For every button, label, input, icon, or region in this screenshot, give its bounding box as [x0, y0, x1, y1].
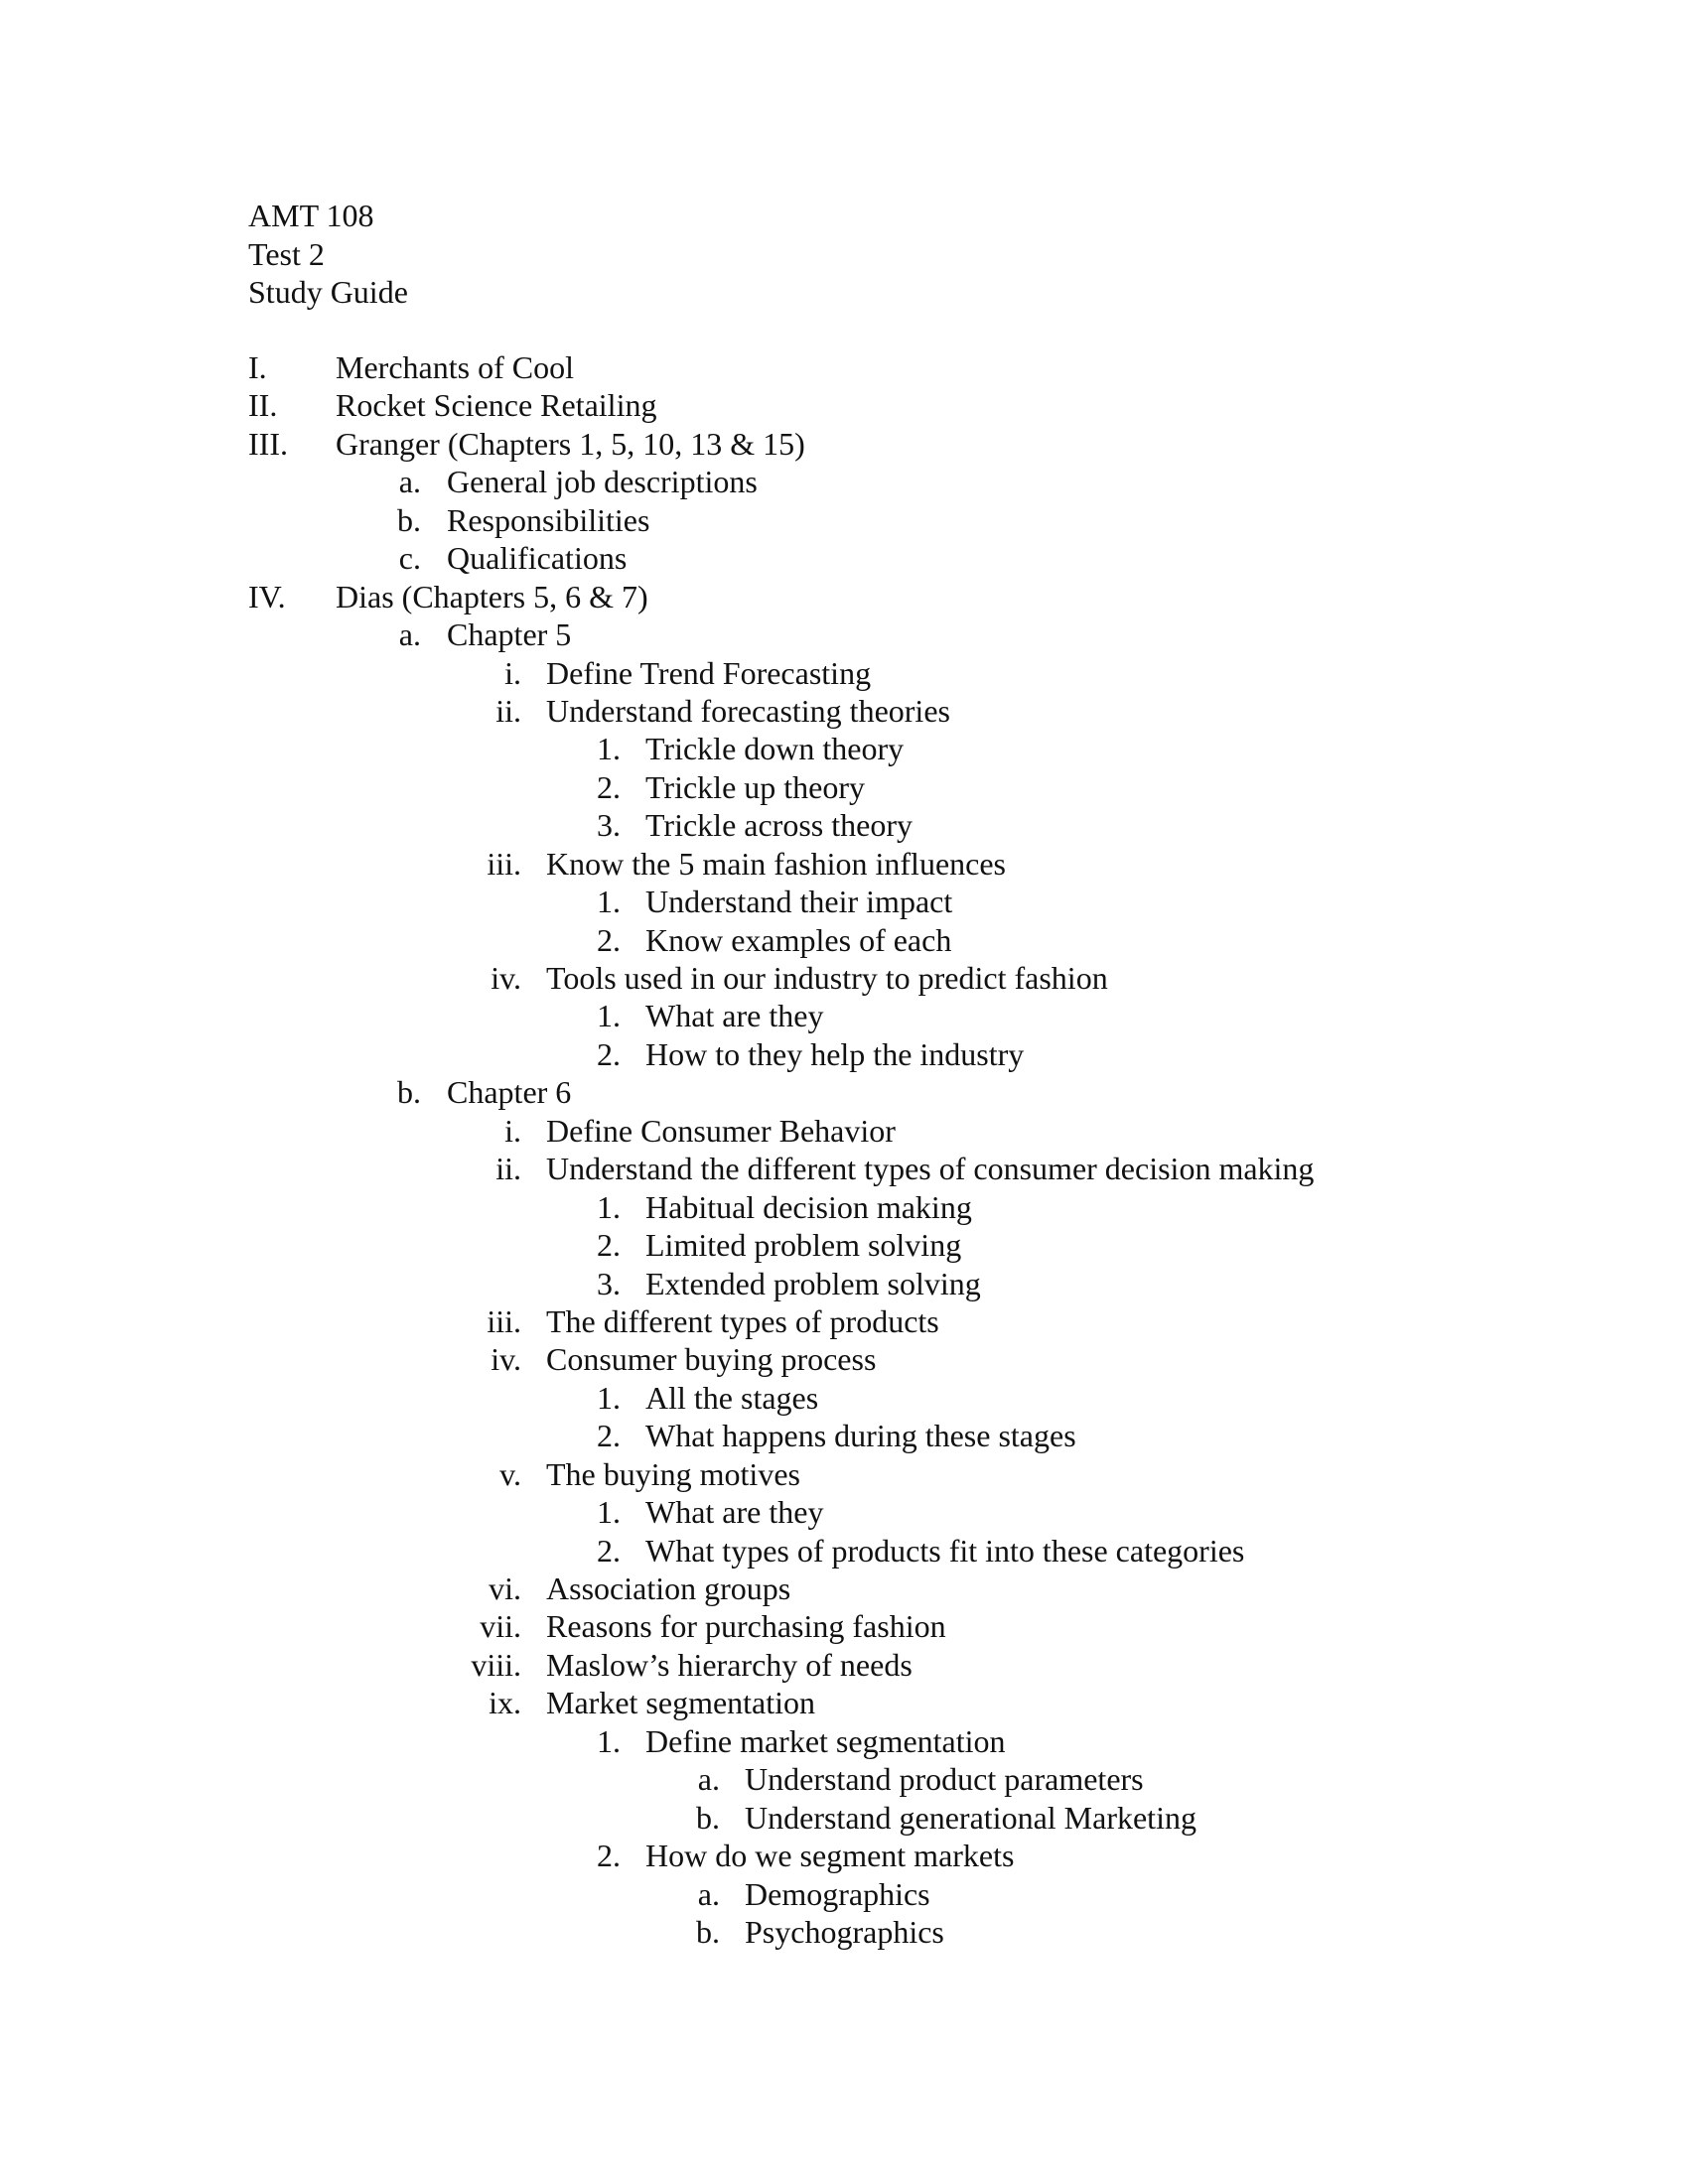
outline-text: How do we segment markets — [645, 1838, 1015, 1874]
outline-text: Chapter 6 — [447, 1074, 572, 1111]
outline-marker: I. — [248, 349, 267, 385]
outline-item — [0, 1035, 1688, 1073]
outline-text: Trickle up theory — [645, 768, 866, 805]
outline-text: Know examples of each — [645, 921, 952, 958]
course-code: AMT 108 — [248, 198, 374, 233]
outline-text: Trickle down theory — [645, 731, 905, 767]
outline-text: Limited problem solving — [645, 1227, 962, 1264]
outline-item — [0, 883, 1688, 920]
outline-marker: i. — [504, 1112, 521, 1149]
outline-text: All the stages — [645, 1379, 819, 1416]
study-guide-outline — [0, 348, 1688, 1951]
outline-item — [0, 1799, 1688, 1837]
outline-text: Understand generational Marketing — [745, 1799, 1196, 1836]
outline-marker: i. — [504, 654, 521, 691]
outline-item — [0, 806, 1688, 844]
outline-marker: b. — [397, 1074, 421, 1111]
outline-marker: 1. — [597, 731, 621, 767]
outline-marker: ii. — [495, 1151, 521, 1187]
outline-item — [0, 959, 1688, 997]
outline-item — [0, 1532, 1688, 1570]
outline-item — [0, 463, 1688, 500]
outline-item — [0, 845, 1688, 883]
outline-item — [0, 1913, 1688, 1951]
outline-item — [0, 1837, 1688, 1874]
outline-text: Habitual decision making — [645, 1188, 972, 1225]
outline-item — [0, 1417, 1688, 1454]
outline-item — [0, 1875, 1688, 1913]
outline-marker: 2. — [597, 1532, 621, 1569]
outline-text: Chapter 5 — [447, 616, 572, 653]
outline-marker: 2. — [597, 921, 621, 958]
outline-item — [0, 1265, 1688, 1302]
outline-text: What types of products fit into these categories — [645, 1532, 1245, 1569]
outline-text: Extended problem solving — [645, 1265, 981, 1301]
outline-marker: 1. — [597, 1188, 621, 1225]
outline-text: General job descriptions — [447, 464, 758, 500]
outline-text: Understand product parameters — [745, 1761, 1144, 1798]
outline-marker: ii. — [495, 692, 521, 729]
outline-text: Merchants of Cool — [336, 349, 574, 385]
outline-item — [0, 730, 1688, 767]
outline-item — [0, 348, 1688, 386]
outline-marker: 2. — [597, 1227, 621, 1264]
outline-marker: 1. — [597, 1722, 621, 1759]
outline-item — [0, 1073, 1688, 1111]
outline-marker: v. — [499, 1455, 521, 1492]
outline-marker: b. — [696, 1799, 720, 1836]
outline-marker: b. — [696, 1913, 720, 1950]
outline-item — [0, 386, 1688, 424]
outline-text: Define Consumer Behavior — [546, 1112, 896, 1149]
outline-text: Responsibilities — [447, 501, 650, 538]
outline-marker: 1. — [597, 884, 621, 920]
outline-item — [0, 1570, 1688, 1607]
outline-marker: II. — [248, 387, 278, 424]
outline-item — [0, 1455, 1688, 1493]
document-header — [248, 197, 408, 312]
outline-text: Know the 5 main fashion influences — [546, 845, 1006, 882]
outline-text: Qualifications — [447, 540, 628, 577]
outline-item — [0, 692, 1688, 730]
outline-text: How to they help the industry — [645, 1035, 1025, 1072]
outline-marker: 3. — [597, 1265, 621, 1301]
outline-text: Understand forecasting theories — [546, 692, 950, 729]
outline-text: Association groups — [546, 1570, 791, 1606]
outline-marker: III. — [248, 425, 288, 462]
outline-item — [0, 1302, 1688, 1340]
outline-marker: 1. — [597, 1379, 621, 1416]
outline-item — [0, 1493, 1688, 1531]
outline-item — [0, 1760, 1688, 1798]
outline-marker: a. — [398, 464, 421, 500]
outline-item — [0, 501, 1688, 539]
outline-marker: iii. — [487, 845, 521, 882]
outline-marker: viii. — [471, 1646, 521, 1683]
outline-marker: iii. — [487, 1302, 521, 1339]
outline-item — [0, 1684, 1688, 1721]
outline-item — [0, 578, 1688, 615]
outline-item — [0, 1112, 1688, 1150]
outline-text: What are they — [645, 998, 824, 1034]
outline-item — [0, 1340, 1688, 1378]
outline-marker: 1. — [597, 998, 621, 1034]
outline-marker: a. — [398, 616, 421, 653]
outline-item — [0, 1722, 1688, 1760]
outline-item — [0, 921, 1688, 959]
outline-marker: 1. — [597, 1494, 621, 1531]
outline-marker: b. — [397, 501, 421, 538]
outline-text: Define Trend Forecasting — [546, 654, 872, 691]
outline-marker: 2. — [597, 768, 621, 805]
outline-text: Maslow’s hierarchy of needs — [546, 1646, 913, 1683]
outline-item — [0, 1226, 1688, 1264]
outline-item — [0, 1607, 1688, 1645]
outline-text: What happens during these stages — [645, 1418, 1076, 1454]
outline-text: What are they — [645, 1494, 824, 1531]
outline-text: Rocket Science Retailing — [336, 387, 657, 424]
outline-item — [0, 425, 1688, 463]
outline-text: Tools used in our industry to predict fashion — [546, 960, 1108, 996]
outline-text: Understand their impact — [645, 884, 953, 920]
outline-text: Dias (Chapters 5, 6 & 7) — [336, 578, 648, 614]
outline-text: Define market segmentation — [645, 1722, 1006, 1759]
test-title: Test 2 — [248, 235, 325, 272]
outline-marker: vii. — [480, 1608, 521, 1645]
outline-marker: 2. — [597, 1418, 621, 1454]
outline-item — [0, 539, 1688, 577]
outline-marker: iv. — [491, 1341, 521, 1378]
outline-item — [0, 1150, 1688, 1187]
outline-item — [0, 1379, 1688, 1417]
outline-marker: a. — [697, 1875, 720, 1912]
outline-text: The buying motives — [546, 1455, 800, 1492]
outline-marker: IV. — [248, 578, 286, 614]
outline-text: Demographics — [745, 1875, 930, 1912]
outline-text: Reasons for purchasing fashion — [546, 1608, 946, 1645]
outline-marker: vi. — [489, 1570, 521, 1606]
outline-text: The different types of products — [546, 1302, 939, 1339]
outline-item — [0, 997, 1688, 1034]
outline-item — [0, 1188, 1688, 1226]
outline-marker: 2. — [597, 1838, 621, 1874]
outline-item — [0, 768, 1688, 806]
outline-text: Consumer buying process — [546, 1341, 877, 1378]
outline-marker: 2. — [597, 1035, 621, 1072]
outline-text: Granger (Chapters 1, 5, 10, 13 & 15) — [336, 425, 805, 462]
outline-marker: c. — [398, 540, 421, 577]
outline-text: Trickle across theory — [645, 807, 913, 844]
outline-item — [0, 654, 1688, 692]
outline-marker: iv. — [491, 960, 521, 996]
document-title: Study Guide — [248, 274, 408, 310]
outline-item — [0, 1646, 1688, 1684]
outline-marker: ix. — [489, 1685, 521, 1721]
outline-text: Understand the different types of consumer decision making — [546, 1151, 1315, 1187]
outline-text: Psychographics — [745, 1913, 944, 1950]
outline-marker: 3. — [597, 807, 621, 844]
outline-text: Market segmentation — [546, 1685, 816, 1721]
outline-item — [0, 615, 1688, 653]
outline-marker: a. — [697, 1761, 720, 1798]
